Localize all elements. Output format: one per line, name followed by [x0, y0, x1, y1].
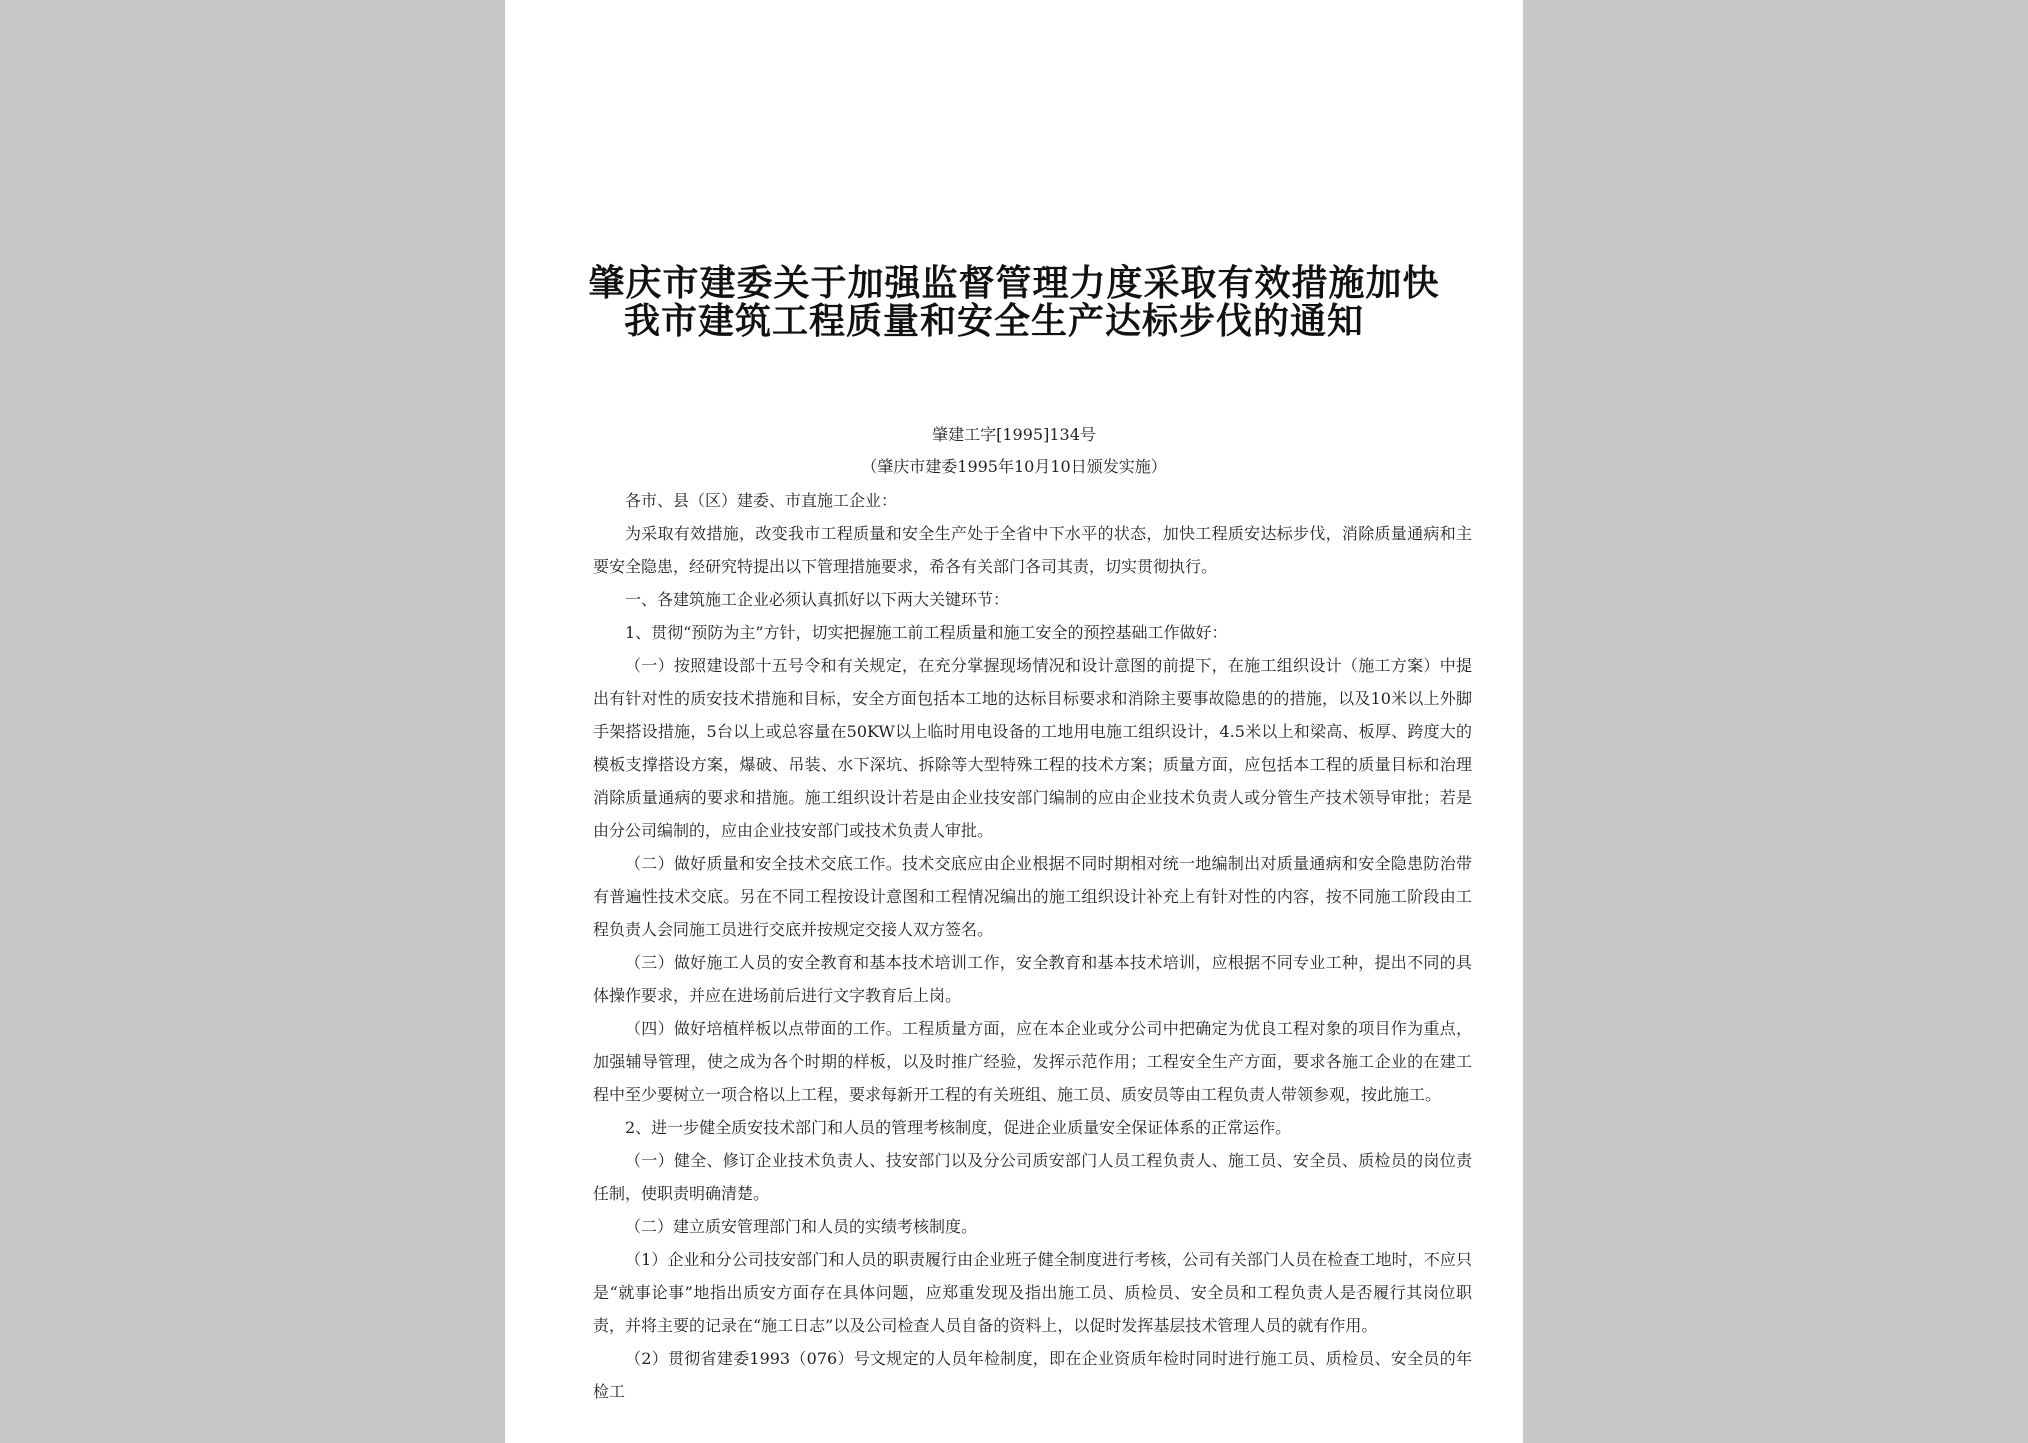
- paragraph: 为采取有效措施，改变我市工程质量和安全生产处于全省中下水平的状态，加快工程质安达标步伐，消除质量通病和主要安全隐患，经研究特提出以下管理措施要求，希各有关部门各司其责，切实贯彻执行。: [593, 524, 1472, 576]
- paragraph: （一）健全、修订企业技术负责人、技安部门以及分公司质安部门人员工程负责人、施工员、安全员、质检员的岗位责任制，使职责明确清楚。: [593, 1151, 1472, 1203]
- paragraph: 1、贯彻“预防为主”方针，切实把握施工前工程质量和施工安全的预控基础工作做好：: [625, 623, 1228, 642]
- paragraph: （四）做好培植样板以点带面的工作。工程质量方面，应在本企业或分公司中把确定为优良工程对象的项目作为重点，加强辅导管理，使之成为各个时期的样板，以及时推广经验，发挥示范作用；工程安全生产方面，要求各施工企业的在建工程中至少要树立一项合格以上工程，要求每新开工程的有关班组、施工员、质安员等由工程负责人带领参观，按此施工。: [593, 1019, 1472, 1104]
- document-title-line-1: 肇庆市建委关于加强监督管理力度采取有效措施加快: [588, 263, 1440, 304]
- paragraph: （2）贯彻省建委1993（076）号文规定的人员年检制度，即在企业资质年检时同时进行施工员、质检员、安全员的年检工: [593, 1349, 1472, 1401]
- document-body: [593, 484, 1472, 1408]
- paragraph: （三）做好施工人员的安全教育和基本技术培训工作，安全教育和基本技术培训，应根据不同专业工种，提出不同的具体操作要求，并应在进场前后进行文字教育后上岗。: [593, 953, 1472, 1005]
- paragraph: （二）做好质量和安全技术交底工作。技术交底应由企业根据不同时期相对统一地编制出对质量通病和安全隐患防治带有普遍性技术交底。另在不同工程按设计意图和工程情况编出的施工组织设计补充上有针对性的内容，按不同施工阶段由工程负责人会同施工员进行交底并按规定交接人双方签名。: [593, 854, 1472, 939]
- paragraph: （二）建立质安管理部门和人员的实绩考核制度。: [625, 1217, 978, 1236]
- paragraph: 2、进一步健全质安技术部门和人员的管理考核制度，促进企业质量安全保证体系的正常运作。: [625, 1118, 1292, 1137]
- document-number: 肇建工字[1995]134号: [932, 425, 1096, 444]
- document-title-line-2: 我市建筑工程质量和安全生产达标步伐的通知: [623, 301, 1364, 342]
- document-page: [505, 0, 1523, 1443]
- paragraph: （1）企业和分公司技安部门和人员的职责履行由企业班子健全制度进行考核，公司有关部门人员在检查工地时，不应只是“就事论事”地指出质安方面存在具体问题，应郑重发现及指出施工员、质检员、安全员和工程负责人是否履行其岗位职责，并将主要的记录在“施工日志”以及公司检查人员自备的资料上，以促时发挥基层技术管理人员的就有作用。: [593, 1250, 1472, 1335]
- section-heading: 一、各建筑施工企业必须认真抓好以下两大关键环节：: [625, 590, 1010, 609]
- issue-note: （肇庆市建委1995年10月10日颁发实施）: [861, 457, 1167, 476]
- paragraph: （一）按照建设部十五号令和有关规定，在充分掌握现场情况和设计意图的前提下，在施工组织设计（施工方案）中提出有针对性的质安技术措施和目标，安全方面包括本工地的达标目标要求和消除主要事故隐患的的措施，以及10米以上外脚手架搭设措施，5台以上或总容量在50KW以上临时用电设备的工地用电施工组织设计，4.5米以上和梁高、板厚、跨度大的模板支撑搭设方案，爆破、吊装、水下深坑、拆除等大型特殊工程的技术方案；质量方面，应包括本工程的质量目标和治理消除质量通病的要求和措施。施工组织设计若是由企业技安部门编制的应由企业技术负责人或分管生产技术领导审批；若是由分公司编制的，应由企业技安部门或技术负责人审批。: [593, 656, 1472, 840]
- salutation: 各市、县（区）建委、市直施工企业：: [625, 491, 898, 510]
